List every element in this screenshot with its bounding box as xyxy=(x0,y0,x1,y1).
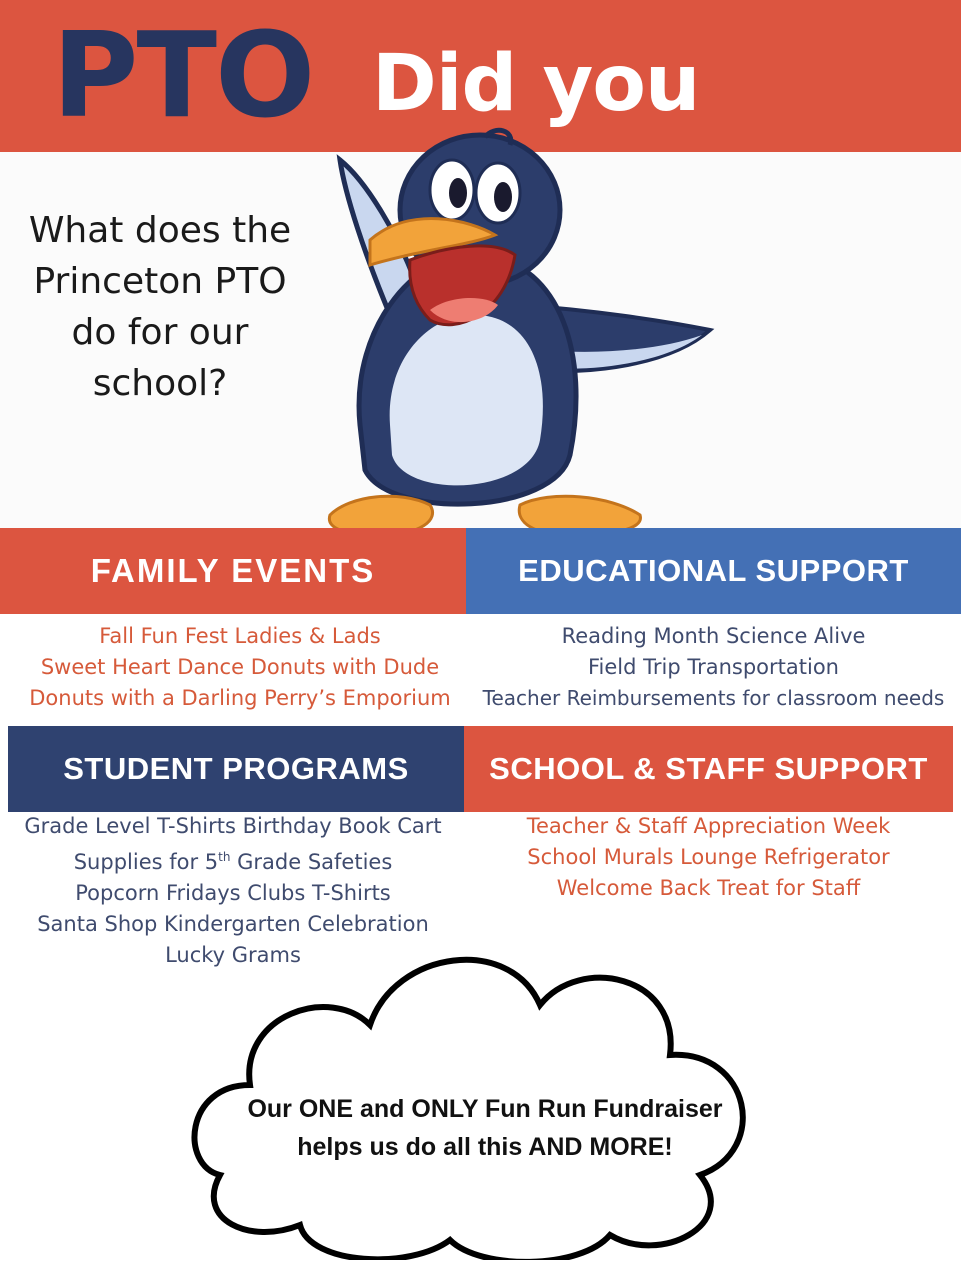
question-line: do for our xyxy=(71,312,249,353)
list-item: Teacher Reimbursements for classroom needs xyxy=(482,686,945,710)
list-item: Fall Fun Fest Ladies & Lads xyxy=(99,624,381,648)
question-line: Princeton PTO xyxy=(33,261,287,302)
list-item-text: Grade Safeties xyxy=(230,850,393,874)
did-you-know-title: Did you xyxy=(372,39,700,129)
question-line: school? xyxy=(92,363,228,404)
cloud-line: helps us do all this AND MORE! xyxy=(297,1133,673,1161)
school-staff-support-header: SCHOOL & STAFF SUPPORT xyxy=(464,726,953,812)
family-events-header: FAMILY EVENTS xyxy=(0,528,466,614)
penguin-icon xyxy=(270,125,720,545)
list-item: Santa Shop Kindergarten Celebration xyxy=(37,912,429,936)
list-item-text: Supplies for 5 xyxy=(73,850,219,874)
list-item: School Murals Lounge Refrigerator xyxy=(527,845,890,869)
hero-question xyxy=(20,205,300,409)
list-item: Popcorn Fridays Clubs T-Shirts xyxy=(75,881,391,905)
educational-support-list xyxy=(466,621,961,714)
family-events-list xyxy=(20,621,460,714)
superscript: th xyxy=(218,850,231,864)
list-item: Reading Month Science Alive xyxy=(561,624,866,648)
student-programs-header: STUDENT PROGRAMS xyxy=(8,726,464,812)
pto-title: PTO xyxy=(52,6,314,144)
list-item: Donuts with a Darling Perry’s Emporium xyxy=(29,686,451,710)
list-item: Welcome Back Treat for Staff xyxy=(556,876,861,900)
list-item: Grade Level T-Shirts Birthday Book Cart xyxy=(24,814,442,838)
cloud-line: Our ONE and ONLY Fun Run Fundraiser xyxy=(247,1095,723,1123)
school-staff-support-list xyxy=(464,811,953,904)
list-item: Teacher & Staff Appreciation Week xyxy=(526,814,891,838)
educational-support-header: EDUCATIONAL SUPPORT xyxy=(466,528,961,614)
list-item: Lucky Grams xyxy=(165,943,301,967)
list-item xyxy=(8,842,458,878)
cloud-message xyxy=(200,1090,770,1166)
list-item: Field Trip Transportation xyxy=(588,655,839,679)
list-item: Sweet Heart Dance Donuts with Dude xyxy=(40,655,440,679)
question-line: What does the xyxy=(28,210,292,251)
